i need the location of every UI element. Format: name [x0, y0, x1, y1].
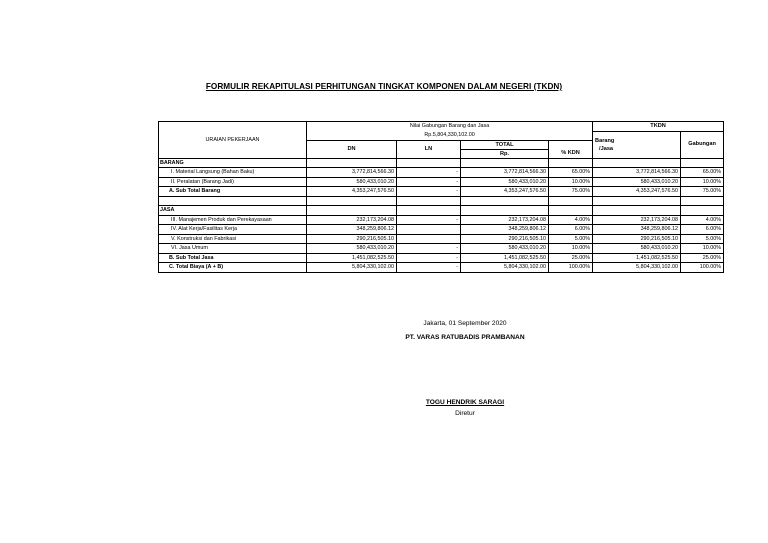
cell-total: 5,804,330,102.00: [461, 263, 549, 273]
cell-dn: 4,353,247,576.50: [307, 187, 397, 197]
cell-kdn: 10.00%: [549, 177, 593, 187]
cell-kdn: 25.00%: [549, 253, 593, 263]
header-nilai-gabungan: Nilai Gabungan Barang dan Jasa: [307, 122, 593, 132]
cell-total: 290,216,505.10: [461, 234, 549, 244]
header-dn: DN: [307, 140, 397, 158]
cell-dn: 348,259,806.12: [307, 225, 397, 235]
cell-dn: 5,804,330,102.00: [307, 263, 397, 273]
table-row: [159, 253, 724, 263]
cell-kdn: 10.00%: [549, 244, 593, 254]
row-label: C. Total Biaya (A + B): [159, 263, 307, 273]
cell-ln: [397, 225, 461, 235]
table-row: [159, 215, 724, 225]
spacer-cell: [549, 196, 593, 206]
section-barang-empty: [307, 158, 397, 168]
cell-tkdn-barang-jasa: 580,433,010.20: [593, 244, 681, 254]
section-jasa-label: JASA: [159, 206, 307, 216]
cell-total: 580,433,010.20: [461, 244, 549, 254]
cell-tkdn-barang-jasa: 5,804,330,102.00: [593, 263, 681, 273]
signature-position: Diretur: [455, 410, 475, 417]
spacer-cell: [159, 196, 307, 206]
header-nilai-gabungan-value: Rp.5,804,330,102.00: [307, 131, 593, 140]
form-title: FORMULIR REKAPITULASI PERHITUNGAN TINGKAT KOMPONEN DALAM NEGERI (TKDN): [205, 82, 563, 91]
table-row: [159, 177, 724, 187]
cell-gabungan: 65.00%: [681, 168, 724, 178]
cell-tkdn-barang-jasa: 290,216,505.10: [593, 234, 681, 244]
cell-dn: 1,451,082,525.50: [307, 253, 397, 263]
section-barang-empty: [681, 158, 724, 168]
table-row: [159, 187, 724, 197]
cell-total: 232,173,204.08: [461, 215, 549, 225]
cell-kdn: 5.00%: [549, 234, 593, 244]
cell-kdn: 65.00%: [549, 168, 593, 178]
cell-kdn: 75.00%: [549, 187, 593, 197]
cell-tkdn-barang-jasa: 1,451,082,525.50: [593, 253, 681, 263]
cell-tkdn-barang-jasa: 348,259,806.12: [593, 225, 681, 235]
section-jasa: [159, 206, 724, 216]
spacer-cell: [397, 196, 461, 206]
table-row: [159, 168, 724, 178]
section-barang-empty: [549, 158, 593, 168]
header-rp: Rp.: [499, 150, 509, 157]
cell-total: 1,451,082,525.50: [461, 253, 549, 263]
table-row: [159, 234, 724, 244]
header-uraian: URAIAN PEKERJAAN: [159, 122, 307, 159]
cell-ln: -: [397, 177, 461, 187]
cell-dn: 580,433,010.20: [307, 177, 397, 187]
cell-ln: -: [397, 187, 461, 197]
header-tkdn: TKDN: [593, 122, 724, 132]
cell-dn: 232,173,204.08: [307, 215, 397, 225]
cell-ln: [397, 234, 461, 244]
spacer-cell: [593, 196, 681, 206]
cell-tkdn-barang-jasa: 232,173,204.08: [593, 215, 681, 225]
cell-gabungan: 5.00%: [681, 234, 724, 244]
row-label: B. Sub Total Jasa: [159, 253, 307, 263]
section-barang-empty: [397, 158, 461, 168]
table-row: [159, 225, 724, 235]
table-row: [159, 244, 724, 254]
cell-gabungan: 75.00%: [681, 187, 724, 197]
header-total-rp: [461, 140, 549, 158]
section-jasa-empty: [593, 206, 681, 216]
signature-company: PT. VARAS RATUBADIS PRAMBANAN: [405, 334, 525, 341]
spacer-cell: [461, 196, 549, 206]
section-barang: [159, 158, 724, 168]
cell-total: 348,259,806.12: [461, 225, 549, 235]
cell-ln: -: [397, 168, 461, 178]
cell-tkdn-barang-jasa: 3,772,814,566.30: [593, 168, 681, 178]
cell-tkdn-barang-jasa: 580,433,010.20: [593, 177, 681, 187]
cell-gabungan: 10.00%: [681, 244, 724, 254]
spacer-row: [159, 196, 724, 206]
row-label: IV. Alat Kerja/Fasilitas Kerja: [159, 225, 307, 235]
cell-kdn: 6.00%: [549, 225, 593, 235]
cell-kdn: 100.00%: [549, 263, 593, 273]
header-barang-jasa-line2: /Jasa: [599, 145, 614, 152]
header-total: TOTAL: [461, 141, 548, 150]
cell-gabungan: 4.00%: [681, 215, 724, 225]
cell-ln: -: [397, 244, 461, 254]
cell-ln: -: [397, 253, 461, 263]
spacer-cell: [681, 196, 724, 206]
cell-dn: 580,433,010.20: [307, 244, 397, 254]
row-label: VI. Jasa Umum: [159, 244, 307, 254]
header-ln: LN: [397, 140, 461, 158]
tkdn-table: [158, 121, 724, 273]
header-barang-jasa: [593, 131, 681, 158]
table-row: [159, 263, 724, 273]
row-label: V. Konstruksi dan Fabrikasi: [159, 234, 307, 244]
cell-total: 3,772,814,566.30: [461, 168, 549, 178]
cell-total: 580,433,010.20: [461, 177, 549, 187]
signature-name: TOGU HENDRIK SARAGI: [425, 399, 505, 406]
cell-dn: 290,216,505.10: [307, 234, 397, 244]
row-label: III. Manajemen Produk dan Perekayasaan: [159, 215, 307, 225]
header-pct-kdn: % KDN: [549, 140, 593, 158]
section-jasa-empty: [461, 206, 549, 216]
cell-ln: -: [397, 263, 461, 273]
section-jasa-empty: [549, 206, 593, 216]
cell-dn: 3,772,814,566.30: [307, 168, 397, 178]
section-jasa-empty: [681, 206, 724, 216]
cell-total: 4,353,247,576.50: [461, 187, 549, 197]
section-barang-empty: [593, 158, 681, 168]
cell-kdn: 4.00%: [549, 215, 593, 225]
cell-gabungan: 6.00%: [681, 225, 724, 235]
spacer-cell: [307, 196, 397, 206]
section-jasa-empty: [397, 206, 461, 216]
section-jasa-empty: [307, 206, 397, 216]
header-barang-jasa-line1: Barang: [595, 137, 615, 144]
row-label: I. Material Langsung (Bahan Baku): [159, 168, 307, 178]
row-label: A. Sub Total Barang: [159, 187, 307, 197]
cell-ln: -: [397, 215, 461, 225]
cell-gabungan: 25.00%: [681, 253, 724, 263]
row-label: II. Peralatan (Barang Jadi): [159, 177, 307, 187]
cell-gabungan: 100.00%: [681, 263, 724, 273]
section-barang-label: BARANG: [159, 158, 307, 168]
header-gabungan: Gabungan: [681, 131, 724, 158]
cell-tkdn-barang-jasa: 4,353,247,576.50: [593, 187, 681, 197]
section-barang-empty: [461, 158, 549, 168]
signature-place-date: Jakarta, 01 September 2020: [423, 320, 507, 327]
cell-gabungan: 10.00%: [681, 177, 724, 187]
